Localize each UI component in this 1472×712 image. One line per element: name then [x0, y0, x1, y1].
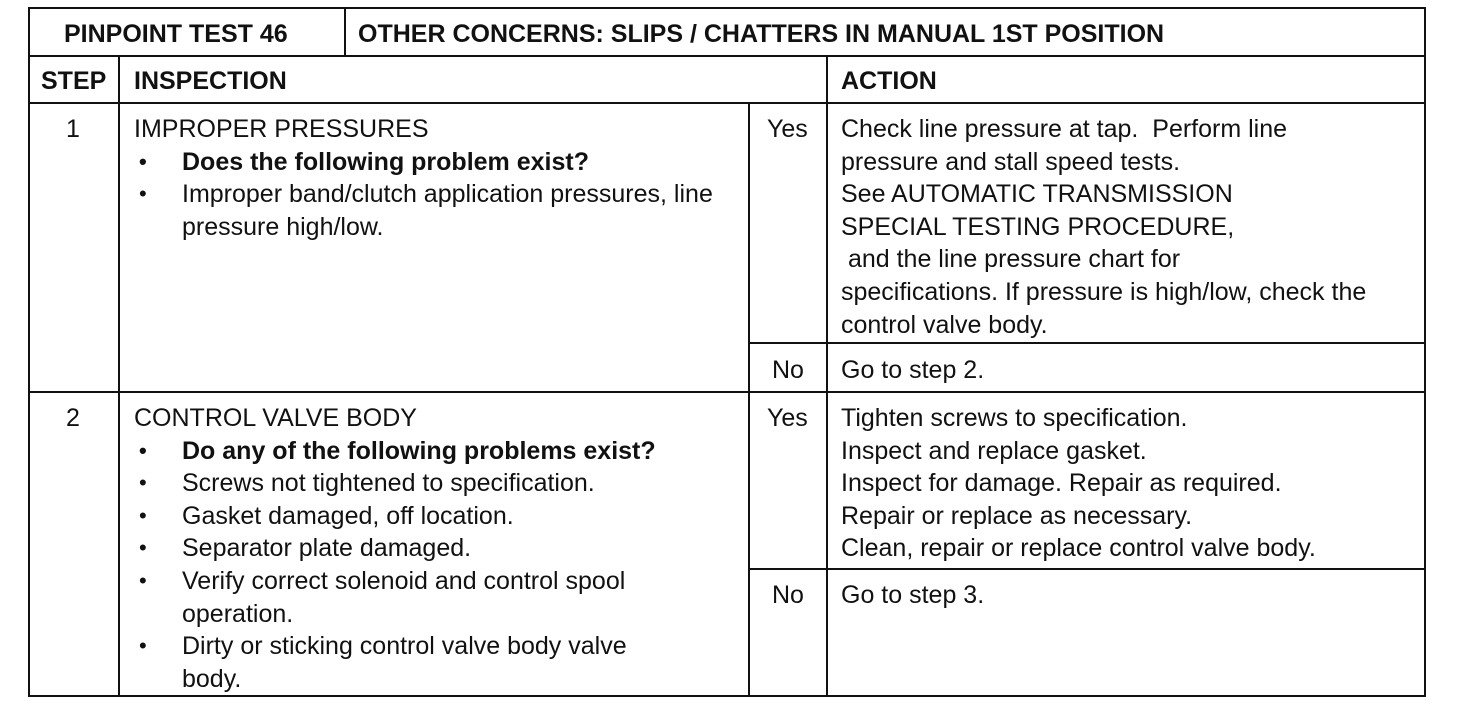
inspection-item: • Dirty or sticking control valve body valve body. [134, 630, 682, 695]
action-line: Tighten screws to specification. [841, 404, 1188, 432]
inspection-content [134, 113, 734, 243]
step-number: 2 [66, 404, 80, 432]
inspection-item: • Screws not tightened to specification. [134, 467, 734, 500]
yes-action [841, 113, 1366, 341]
answer-column-cell [750, 393, 828, 695]
yes-no-divider [750, 568, 828, 570]
action-cell [828, 104, 1424, 391]
action-line: Clean, repair or replace control valve body. [841, 534, 1316, 563]
answer-column-cell [750, 104, 828, 391]
action-column-header: ACTION [841, 67, 937, 95]
inspection-question: • Do any of the following problems exist? [134, 435, 734, 468]
title-row [30, 9, 1424, 57]
inspection-item: • Improper band/clutch application pressures, line pressure high/low. [134, 178, 732, 243]
action-line: Repair or replace as necessary. [841, 501, 1193, 530]
test-label-cell [30, 9, 346, 55]
action-line: specifications. If pressure is high/low, check the [841, 277, 1367, 306]
pinpoint-test-table [28, 7, 1426, 697]
table-row [30, 393, 1424, 695]
yes-label: Yes [767, 115, 808, 143]
yes-label: Yes [767, 404, 808, 432]
test-title-cell [346, 9, 1424, 55]
inspection-question: • Does the following problem exist? [134, 146, 734, 179]
inspection-item: • Verify correct solenoid and control spool operation. [134, 565, 682, 630]
test-title: OTHER CONCERNS: SLIPS / CHATTERS IN MANUAL 1ST POSITION [358, 20, 1165, 48]
action-line: Inspect and replace gasket. [841, 436, 1147, 465]
inspection-content [134, 402, 734, 695]
yes-no-divider [828, 342, 1424, 344]
step-number-cell [30, 104, 120, 391]
no-action: Go to step 2. [841, 356, 985, 384]
step-number: 1 [66, 115, 80, 143]
inspection-bullets [134, 435, 734, 696]
inspection-item: • Gasket damaged, off location. [134, 500, 734, 533]
inspection-heading: IMPROPER PRESSURES [134, 115, 429, 143]
step-number-cell [30, 393, 120, 695]
action-line: Inspect for damage. Repair as required. [841, 469, 1282, 498]
action-cell [828, 393, 1424, 695]
action-line: SPECIAL TESTING PROCEDURE, [841, 212, 1235, 241]
table-row [30, 104, 1424, 393]
inspection-bullets [134, 146, 734, 244]
yes-no-divider [828, 568, 1424, 570]
action-line: pressure and stall speed tests. [841, 147, 1181, 176]
action-line: and the line pressure chart for [841, 245, 1181, 274]
inspection-column-header: INSPECTION [134, 67, 287, 95]
inspection-cell [120, 393, 750, 695]
column-header-row [30, 57, 1424, 104]
no-label: No [772, 356, 804, 384]
action-line: control valve body. [841, 310, 1048, 339]
action-line: Check line pressure at tap. Perform line [841, 115, 1288, 143]
yes-no-divider [750, 342, 828, 344]
test-label: PINPOINT TEST 46 [64, 20, 288, 48]
inspection-header-cell [120, 57, 828, 102]
no-label: No [772, 581, 804, 609]
inspection-item: • Separator plate damaged. [134, 532, 734, 565]
action-line: See AUTOMATIC TRANSMISSION [841, 180, 1233, 209]
no-action: Go to step 3. [841, 581, 985, 609]
step-column-header: STEP [41, 67, 107, 95]
inspection-heading: CONTROL VALVE BODY [134, 404, 417, 432]
action-header-cell [828, 57, 1424, 102]
yes-action [841, 402, 1316, 565]
inspection-cell [120, 104, 750, 391]
step-header-cell [30, 57, 120, 102]
